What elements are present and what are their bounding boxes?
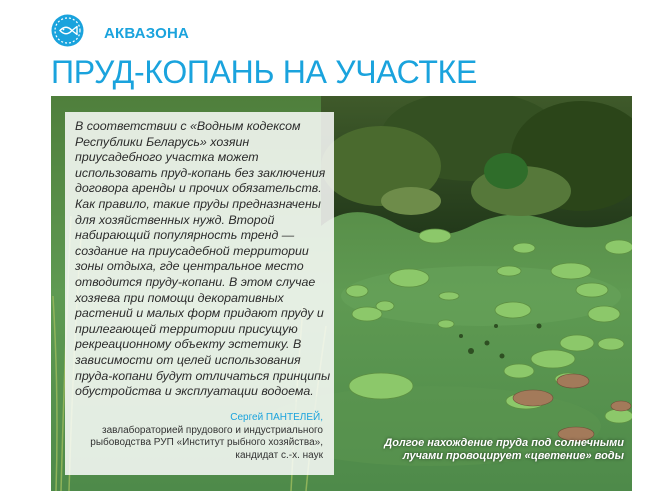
author-degree: кандидат с.-х. наук (235, 449, 323, 461)
author-role-line: завлабораторией прудового и индустриального (102, 424, 323, 436)
photo-caption-line: лучами провоцирует «цветение» воды (402, 450, 624, 462)
fish-icon (51, 14, 84, 47)
photo-caption-line: Долгое нахождение пруда под солнечными (384, 437, 624, 449)
photo-caption (362, 437, 624, 463)
section-label: АКВАЗОНА (104, 25, 190, 42)
author-role-line: рыбоводства РУП «Институт рыбного хозяйства», (90, 437, 323, 448)
author-name: Сергей ПАНТЕЛЕЙ, (230, 412, 323, 423)
article-body: В соответствии с «Водным кодексом Республики Беларусь» хозяин приусадебного участка может использовать пруд-копань без заключения договора аренды и прочих обязательств. Как правило, такие пруды предназначены для хозяйственных нужд. Второй набирающий популярность тренд — создание на приусадебной территории зоны отдыха, где центральное место отводится пруду-копани. В этом случае хозяева при помощи декоративных растений и малых форм придают пруду и прилегающей территории присущую рекреационному объекту эстетику. В зависимости от целей использования пруда-копани будут отличаться принципы обустройства и эксплуатации водоема. (75, 119, 331, 399)
author-block (63, 412, 323, 462)
page-title: ПРУД-КОПАНЬ НА УЧАСТКЕ (51, 54, 477, 90)
